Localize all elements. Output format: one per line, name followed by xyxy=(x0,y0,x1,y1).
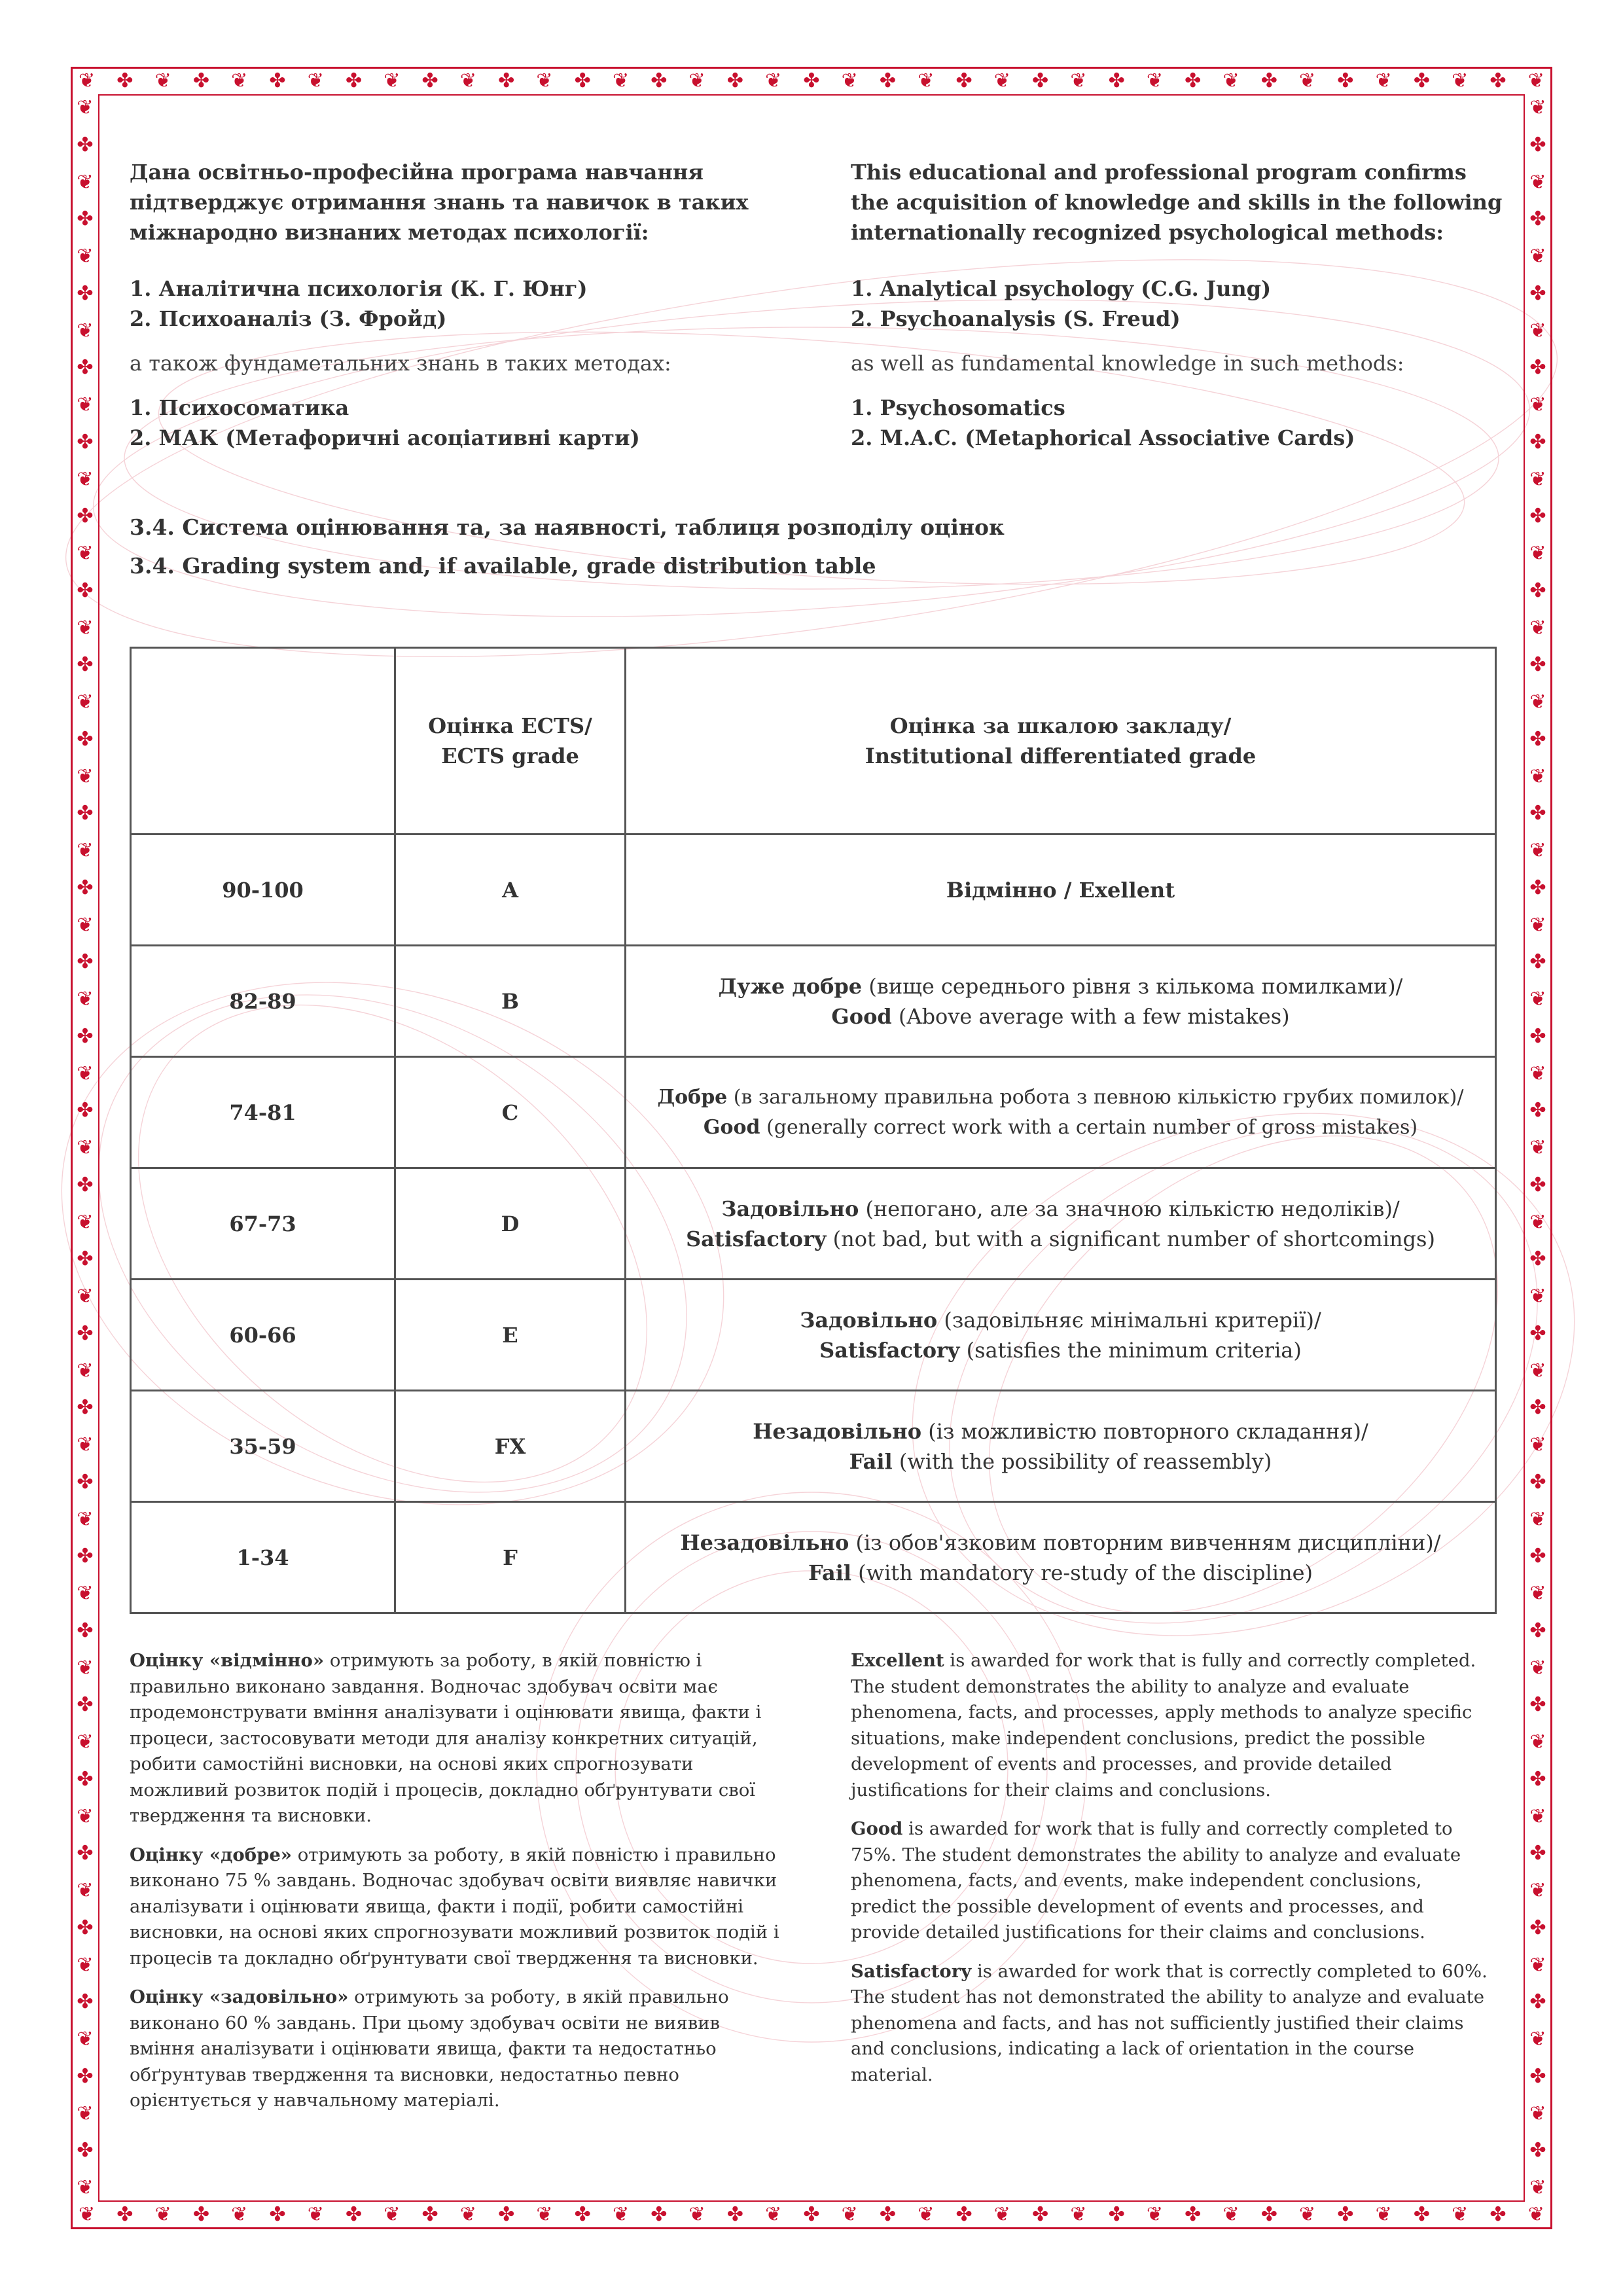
fundamental-item: 1. Психосоматика xyxy=(130,395,349,420)
desc-uk-bold: Незадовільно xyxy=(680,1530,849,1555)
grade-distribution-table xyxy=(130,647,1497,1614)
header-ects-en: ECTS grade xyxy=(441,744,579,768)
desc-en-bold: Good xyxy=(703,1115,760,1139)
cell-description xyxy=(626,834,1496,946)
desc-en-bold: Satisfactory xyxy=(686,1226,827,1251)
fundamental-item: 2. M.A.C. (Metaphorical Associative Cards) xyxy=(851,425,1355,450)
intro-english xyxy=(851,157,1512,453)
section-title-uk: 3.4. Система оцінювання та, за наявності, таблиця розподілу оцінок xyxy=(130,514,1005,540)
desc-uk-rest: (задовільняє мінімальні критерії)/ xyxy=(937,1307,1321,1333)
cell-ects-grade: FX xyxy=(395,1391,626,1502)
intro-lead-uk: Дана освітньо-професійна програма навчання підтверджує отримання знань та навичок в таких міжнародно визнаних методах психології: xyxy=(130,160,749,245)
cell-description xyxy=(626,1391,1496,1502)
ornament-right: ❦ ✤ ❦ ✤ ❦ ✤ ❦ ✤ ❦ ✤ ❦ ✤ ❦ ✤ ❦ ✤ ❦ ✤ ❦ ✤ ❦ ✤ ❦ ✤ ❦ ✤ ❦ ✤ ❦ ✤ ❦ ✤ ❦ ✤ ❦ ✤ ❦ ✤ ❦ ✤ ❦ ✤ ❦ ✤ ❦ ✤ ❦ ✤ ❦ ✤ ❦ ✤ ❦ ✤ ❦ ✤ ❦ xyxy=(1529,98,1546,2198)
desc-uk-rest: (вище середнього рівня з кількома помилками)/ xyxy=(862,973,1403,999)
desc-en-rest: (not bad, but with a significant number of shortcomings) xyxy=(826,1226,1435,1251)
header-cell-range xyxy=(131,648,395,834)
desc-uk-bold: Задовільно xyxy=(800,1307,938,1333)
note-text: is awarded for work that is fully and correctly completed. The student demonstrates the ability to analyze and evaluate phenomena, facts, and processes, apply methods to analyze specific situations, make independent conclusions, predict the possible development of events and processes, and provide detailed justifications for their claims and conclusions. xyxy=(851,1650,1476,1801)
desc-en-rest: (with the possibility of reassembly) xyxy=(892,1448,1272,1474)
ornament-bottom: ❦ ✤ ❦ ✤ ❦ ✤ ❦ ✤ ❦ ✤ ❦ ✤ ❦ ✤ ❦ ✤ ❦ ✤ ❦ ✤ ❦ ✤ ❦ ✤ ❦ ✤ ❦ ✤ ❦ ✤ ❦ ✤ ❦ ✤ ❦ ✤ ❦ ✤ ❦ xyxy=(79,2203,1544,2226)
fundamental-item: 1. Psychosomatics xyxy=(851,395,1065,420)
note-paragraph xyxy=(130,1648,791,1829)
table-row xyxy=(131,1057,1496,1168)
desc-uk-bold: Незадовільно xyxy=(753,1418,922,1444)
header-institutional-uk: Оцінка за шкалою закладу/ xyxy=(889,713,1232,738)
section-title-en: 3.4. Grading system and, if available, grade distribution table xyxy=(130,553,876,579)
note-paragraph xyxy=(851,1959,1492,2089)
note-paragraph xyxy=(130,1842,791,1972)
desc-uk-bold: Задовільно xyxy=(721,1196,859,1221)
intro-ukrainian xyxy=(130,157,810,453)
table-row xyxy=(131,1168,1496,1280)
note-paragraph xyxy=(130,1984,791,2114)
ornament-top: ❦ ✤ ❦ ✤ ❦ ✤ ❦ ✤ ❦ ✤ ❦ ✤ ❦ ✤ ❦ ✤ ❦ ✤ ❦ ✤ ❦ ✤ ❦ ✤ ❦ ✤ ❦ ✤ ❦ ✤ ❦ ✤ ❦ ✤ ❦ ✤ ❦ ✤ ❦ xyxy=(79,69,1544,92)
cell-ects-grade: C xyxy=(395,1057,626,1168)
note-paragraph xyxy=(851,1648,1492,1803)
cell-ects-grade: A xyxy=(395,834,626,946)
cell-description xyxy=(626,1168,1496,1280)
header-cell-institutional xyxy=(626,648,1496,834)
intro-also-uk: а також фундаметальних знань в таких методах: xyxy=(130,351,671,376)
method-item: 1. Analytical psychology (C.G. Jung) xyxy=(851,276,1272,301)
notes-ukrainian xyxy=(130,1648,791,2127)
desc-en-rest: (generally correct work with a certain number of gross mistakes) xyxy=(760,1115,1418,1139)
cell-range: 90-100 xyxy=(131,834,395,946)
cell-ects-grade: F xyxy=(395,1502,626,1613)
ornament-left: ❦ ✤ ❦ ✤ ❦ ✤ ❦ ✤ ❦ ✤ ❦ ✤ ❦ ✤ ❦ ✤ ❦ ✤ ❦ ✤ ❦ ✤ ❦ ✤ ❦ ✤ ❦ ✤ ❦ ✤ ❦ ✤ ❦ ✤ ❦ ✤ ❦ ✤ ❦ ✤ ❦ ✤ ❦ ✤ ❦ ✤ ❦ ✤ ❦ ✤ ❦ ✤ ❦ ✤ ❦ ✤ ❦ xyxy=(77,98,94,2198)
cell-range: 1-34 xyxy=(131,1502,395,1613)
note-text: отримують за роботу, в якій повністю і правильно виконано завдання. Водночас здобувач освіти має продемонструвати вміння аналізувати і оцінювати явища, факти і процеси, застосовувати методи для аналізу конкретних ситуацій, робити самостійні висновки, на основі яких спрогнозувати можливий розвиток подій і процесів, докладно обґрунтувати свої твердження та висновки. xyxy=(130,1650,762,1826)
note-term: Excellent xyxy=(851,1650,944,1671)
note-text: отримують за роботу, в якій правильно виконано 60 % завдань. При цьому здобувач освіти не виявив вміння аналізувати і оцінювати явища, факти та недостатньо обґрунтував твердження та висновки, недостатньо певно орієнтується у навчальному матеріалі. xyxy=(130,1986,729,2111)
desc-uk-rest: (із можливістю повторного складання)/ xyxy=(921,1418,1368,1444)
note-text: is awarded for work that is fully and correctly completed to 75%. The student demonstrates the ability to analyze and evaluate phenomena, facts, and events, make independent conclusions, predict the possible development of events and processes, and provide detailed justifications for their claims and conclusions. xyxy=(851,1818,1461,1943)
note-text: отримують за роботу, в якій повністю і правильно виконано 75 % завдань. Водночас здобувач освіти виявляє навички аналізувати і оцінювати явища, факти і події, робити самостійні висновки, на основі яких спрогнозувати можливий розвиток подій і процесів та докладно обґрунтувати свої твердження та висновки. xyxy=(130,1844,779,1969)
desc-en-bold: Satisfactory xyxy=(819,1337,960,1363)
desc-en-bold: Good xyxy=(831,1003,892,1029)
note-paragraph xyxy=(851,1816,1492,1946)
intro-also-en: as well as fundamental knowledge in such methods: xyxy=(851,351,1404,376)
desc-uk-rest: (із обов'язковим повторним вивченням дисципліни)/ xyxy=(849,1530,1441,1555)
table-row xyxy=(131,1502,1496,1613)
table-header-row xyxy=(131,648,1496,834)
cell-description xyxy=(626,1280,1496,1391)
desc-en-rest: (Above average with a few mistakes) xyxy=(891,1003,1290,1029)
cell-range: 67-73 xyxy=(131,1168,395,1280)
method-item: 1. Аналітична психологія (К. Г. Юнг) xyxy=(130,276,588,301)
table-row xyxy=(131,1280,1496,1391)
note-term: Good xyxy=(851,1818,903,1839)
cell-ects-grade: E xyxy=(395,1280,626,1391)
desc-en-bold: Fail xyxy=(849,1448,893,1474)
desc-uk-bold: Відмінно / Exellent xyxy=(946,877,1175,903)
desc-uk-bold: Дуже добре xyxy=(718,973,863,999)
cell-range: 82-89 xyxy=(131,946,395,1057)
cell-description xyxy=(626,1502,1496,1613)
desc-uk-rest: (в загальному правильна робота з певною кількістю грубих помилок)/ xyxy=(727,1085,1464,1109)
desc-en-rest: (with mandatory re-study of the discipline) xyxy=(851,1560,1313,1585)
table-row xyxy=(131,834,1496,946)
cell-range: 60-66 xyxy=(131,1280,395,1391)
method-item: 2. Психоаналіз (З. Фройд) xyxy=(130,306,447,331)
cell-description xyxy=(626,1057,1496,1168)
cell-description xyxy=(626,946,1496,1057)
note-term: Satisfactory xyxy=(851,1960,972,1982)
note-term: Оцінку «добре» xyxy=(130,1844,292,1865)
desc-en-rest: (satisfies the minimum criteria) xyxy=(959,1337,1302,1363)
desc-uk-rest: (непогано, але за значною кількістю недоліків)/ xyxy=(859,1196,1400,1221)
note-text: is awarded for work that is correctly completed to 60%. The student has not demonstrated the ability to analyze and evaluate phenomena and facts, and has not sufficiently justified their claims and conclusions, indicating a lack of orientation in the course material. xyxy=(851,1960,1488,2085)
note-term: Оцінку «задовільно» xyxy=(130,1986,349,2007)
header-ects-uk: Оцінка ECTS/ xyxy=(428,713,592,738)
intro-lead-en: This educational and professional program confirms the acquisition of knowledge and skills in the following internationally recognized psychological methods: xyxy=(851,160,1503,245)
header-cell-ects xyxy=(395,648,626,834)
cell-ects-grade: B xyxy=(395,946,626,1057)
cell-ects-grade: D xyxy=(395,1168,626,1280)
table-row xyxy=(131,946,1496,1057)
method-item: 2. Psychoanalysis (S. Freud) xyxy=(851,306,1181,331)
table-row xyxy=(131,1391,1496,1502)
fundamental-item: 2. МАК (Метафоричні асоціативні карти) xyxy=(130,425,640,450)
desc-en-bold: Fail xyxy=(808,1560,851,1585)
header-institutional-en: Institutional differentiated grade xyxy=(865,744,1257,768)
note-term: Оцінку «відмінно» xyxy=(130,1650,325,1671)
cell-range: 35-59 xyxy=(131,1391,395,1502)
cell-range: 74-81 xyxy=(131,1057,395,1168)
notes-english xyxy=(851,1648,1492,2101)
desc-uk-bold: Добре xyxy=(657,1085,728,1109)
